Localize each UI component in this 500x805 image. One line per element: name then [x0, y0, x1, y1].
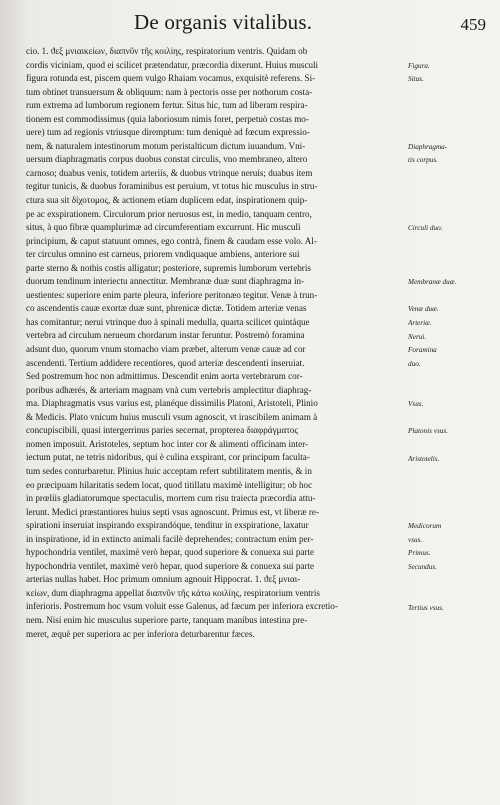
text-line: tum obtinet transuersum & obliquum: nam à pectoris osse per nothorum costa-: [26, 86, 313, 97]
text-line: meret, æquè per superiora ac per inferiora deturbarentur fæces.: [26, 628, 255, 639]
text-line: vertebra ad circulum nerueum chordarum instar feruntur. Postremò foramina: [26, 330, 305, 341]
running-title: De organis vitalibus.: [134, 10, 313, 34]
text-line: principium, & caput statuunt omnes, ego contrà, finem & caudam esse volo. Al-: [26, 235, 317, 246]
margin-note: Vsus.: [408, 400, 424, 409]
text-line: co ascendentis cauæ exortæ duæ sunt, phrenicæ dictæ. Totidem arteriæ venas: [26, 303, 307, 314]
margin-note: tis corpus.: [408, 156, 438, 165]
text-line: ma. Diaphragmatis vsus varius est, planéque dissimilis Platoni, Aristoteli, Plinio: [26, 398, 318, 409]
text-line: lerunt. Medici præstantiores huius septi vsus agnoscunt. Primus est, vt liberæ re-: [26, 506, 319, 517]
text-line: eo præcipuam hilaritatis sedem locat, quod titillatu maximè intelligitur; ob hoc: [26, 479, 313, 490]
text-line: arterias nullas habet. Hoc primum omnium agnouit Hippocrat. 1. ϑεξ μνιαι-: [26, 574, 301, 585]
margin-note: vsus.: [408, 535, 423, 544]
text-line: tionem est commodissimus (quia laboriosum nimis foret, perpetuò costas mo-: [26, 113, 309, 124]
text-line: adsunt duo, quorum vnum stomacho viam præbet, alterum venæ cauæ ad cor: [26, 344, 306, 355]
text-line: iectum putat, ne tetris nidoribus, qui è culina exspirant, cor principum faculta-: [26, 452, 310, 463]
text-line: cio. 1. ϑεξ μνιαικείων, διαπνῦν τῆς κοιλίης, respiratorium ventris. Quidam ob: [26, 46, 308, 56]
text-line: nem. Nisi enim hic musculus superiore parte, tanquam manibus intestina pre-: [26, 614, 308, 625]
text-line: situs, à quo fibræ quamplurimæ ad circumferentiam excurrunt. Hic musculi: [26, 222, 301, 233]
text-line: ctura sua sit δίχοτομος, & actionem etiam duplicem edat, inspirationem quip-: [26, 195, 308, 206]
text-line: uersum diaphragmatis corpus duobus constat circulis, vno membraneo, altero: [26, 154, 308, 165]
text-line: ascendenti. Tertium addidere recentiores, quod arteriæ descendenti inseruiat.: [26, 357, 305, 368]
margin-note: Secundus.: [408, 562, 437, 571]
text-line: uere) tum ad regionis vtriusque diremptum: tum deniquè ad fœcum expressio-: [26, 127, 310, 138]
text-line: κείων, dum diaphragma appellat διαπνῦν τῆς κάτω κοιλίης, respiratorium ventris: [26, 587, 320, 598]
text-line: uestientes: superiore enim parte pleura, inferiore peritonæo tegitur. Venæ à trun-: [26, 289, 318, 300]
text-line: hypochondria ventilet, maximè verò hepar, quod superiore & conuexa sui parte: [26, 560, 315, 571]
text-line: tum sedes conturbaretur. Plinius huic acceptam refert subtilitatem mentis, & in: [26, 465, 312, 476]
margin-note: Aristotelis.: [408, 454, 440, 463]
margin-note: Arteriæ.: [408, 319, 432, 327]
margin-note: Medicorum: [408, 522, 442, 531]
text-line: spirationi inseruiat inspirando exspirandóque, tenditur in exspiratione, laxatur: [26, 520, 309, 531]
text-line: parte sterno & nothis costis alligatur; posteriore, supremis lumborum vertebris: [26, 262, 311, 273]
margin-note: Diaphragma-: [408, 142, 448, 151]
text-line: hypochondria ventilet, maximè verò hepar, quod superiore & conuexa sui parte: [26, 547, 315, 558]
text-line: figura rotunda est, piscem quem vulgo Rhaiam vocamus, exquisitè referens. Si-: [26, 73, 316, 84]
text-line: has comitantur; nerui vtrinque duo à spinali medulla, quarta scilicet quintáque: [26, 316, 310, 327]
text-line: concupiscibili, quasi intergerrinus paries secernat, propterea διαφράγματος: [26, 425, 299, 436]
margin-note: Platonis vsus.: [408, 427, 448, 436]
margin-note: Figura.: [408, 61, 430, 70]
margin-note: Circuli duo.: [408, 224, 443, 233]
margin-note: Tertius vsus.: [408, 603, 444, 612]
text-line: cordis viciniam, quod ei scilicet prætendatur, præcordia dixerunt. Huius musculi: [26, 59, 319, 70]
margin-note: Situs.: [408, 75, 424, 84]
text-line: nomen imposuit. Aristoteles, septum hoc inter cor & alimenti officinam inter-: [26, 438, 309, 449]
page-header: [134, 10, 494, 38]
margin-note: Nerui.: [408, 332, 427, 341]
text-line: carnoso; duabus venis, totidem arteriis, & duobus vtrinque neruis; duabus item: [26, 167, 313, 178]
text-line: ter circulus omnino est carneus, priorem vndiquaque ambiens, anteriore sui: [26, 249, 300, 260]
text-line: tegitur tunicis, & duobus foraminibus est peruium, vt totus hic musculus in stru-: [26, 181, 318, 192]
body-text-block: [26, 45, 402, 641]
text-line: in prœliis gladiatorumque spectaculis, mortem cum risu traiecta præcordia attu-: [26, 493, 316, 504]
text-line: rum extrema ad lumborum regionem fertur. Situs hic, tum ad liberam respira-: [26, 100, 308, 111]
text-line: Sed postremum hoc non admittimus. Descendit enim aorta vertebrarum cor-: [26, 371, 303, 382]
text-line: nem, & naturalem intestinorum motum peristalticum dictum iuuandum. Vni-: [26, 140, 306, 151]
margin-note: Venæ duæ.: [408, 305, 439, 314]
text-line: pe ac exspirationem. Circulorum prior neruosus est, in medio, tanquam centro,: [26, 208, 312, 219]
text-line: in inspiratione, id in extincto animali facilè deprehendes; contractum enim per-: [26, 533, 314, 544]
text-line: inferioris. Postremum hoc vsum voluit esse Galenus, ad fæcum per inferiora excretio-: [26, 601, 338, 612]
text-line: & Medicis. Plato vnicum huius musculi vsum agnoscit, vt irascibilem animam à: [26, 411, 318, 422]
margin-note: Primus.: [408, 549, 431, 558]
margin-note: Foramina: [408, 346, 437, 355]
margin-note: duo.: [408, 359, 421, 368]
text-line: duorum tendinum interiectu annectitur. Membranæ duæ sunt diaphragma in-: [26, 276, 305, 287]
page-number: 459: [460, 15, 486, 34]
margin-note: Membranæ duæ.: [408, 278, 457, 287]
text-line: poribus adhærés, & arteriam magnam vnà cum vertebris amplectitur diaphrag-: [26, 384, 312, 395]
